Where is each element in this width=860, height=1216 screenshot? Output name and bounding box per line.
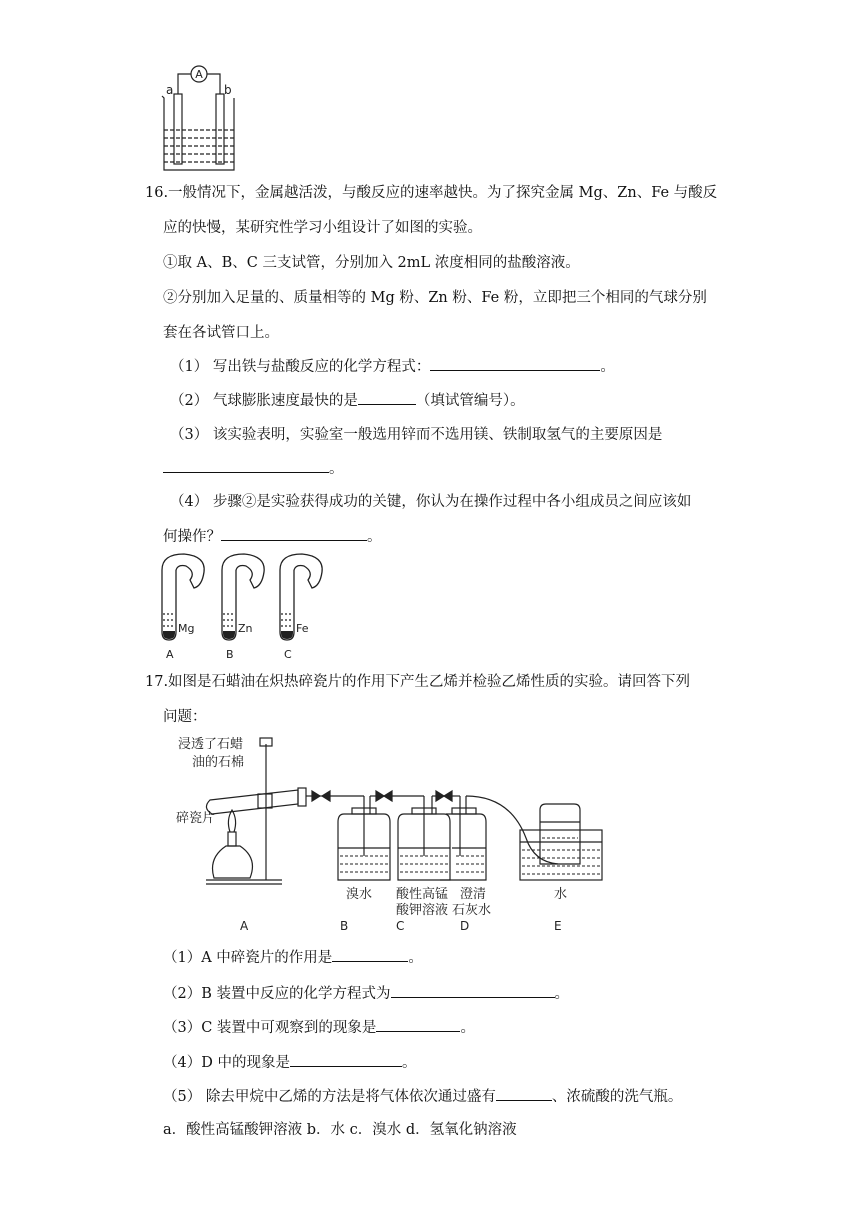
q16-sub-2-text: （2） 气球膨胀速度最快的是 [170,393,358,409]
tube-a-metal: Mg [178,622,195,635]
tube-c-letter: C [284,648,292,661]
q17-sub-4 [163,1052,416,1073]
label-kmno4-line-2: 酸钾溶液 [396,903,449,918]
label-asbestos-line-1: 浸透了石蜡 [178,737,244,752]
apparatus-letter-e: E [554,919,562,933]
answer-blank[interactable] [332,947,408,962]
label-porcelain: 碎瓷片 [176,811,216,826]
tube-b-letter: B [226,648,234,661]
q17-sub-1-end: 。 [408,950,423,966]
electrode-label-b: b [224,83,232,97]
q17-sub-3 [163,1017,475,1038]
answer-blank[interactable] [496,1086,552,1101]
tube-c-metal: Fe [296,622,309,635]
apparatus-letter-a: A [240,919,249,933]
galvanic-cell-figure [158,58,230,176]
answer-blank[interactable] [376,1017,460,1032]
answer-blank[interactable] [221,526,367,541]
q16-sub-1-text: （1） 写出铁与盐酸反应的化学方程式： [170,359,431,375]
q17-sub-3-text: （3）C 装置中可观察到的现象是 [163,1020,377,1036]
q16-step-2-line-2: 套在各试管口上。 [163,325,279,341]
q16-sub-4-text: 何操作？ [163,529,221,545]
q17-sub-2-end: 。 [554,986,569,1002]
label-limewater-line-1: 澄清 [460,887,487,902]
q16-sub-1-end: 。 [600,359,615,375]
q17-stem-line-1: 17.如图是石蜡油在炽热碎瓷片的作用下产生乙烯并检验乙烯性质的实验。请回答下列 [145,674,691,690]
answer-blank[interactable] [391,983,555,998]
q17-sub-5-end: 、浓硫酸的洗气瓶。 [551,1089,683,1105]
q16-sub-4-line-1: （4） 步骤②是实验获得成功的关键，你认为在操作过程中各小组成员之间应该如 [170,494,692,510]
q16-sub-3: （3） 该实验表明，实验室一般选用锌而不选用镁、铁制取氢气的主要原因是 [170,427,663,443]
label-asbestos-line-2: 油的石棉 [192,755,245,770]
test-tubes-figure [156,552,336,664]
q16-sub-4-end: 。 [367,529,382,545]
label-limewater-line-2: 石灰水 [452,903,492,918]
q17-sub-2 [163,983,569,1004]
q16-sub-2-end: （填试管编号）。 [415,393,525,409]
answer-blank[interactable] [290,1052,402,1067]
q16-stem-line-2: 应的快慢，某研究性学习小组设计了如图的实验。 [163,220,482,236]
q17-sub-5-text: （5） 除去甲烷中乙烯的方法是将气体依次通过盛有 [163,1089,496,1105]
apparatus-letter-c: C [396,919,405,933]
q17-sub-2-text: （2）B 装置中反应的化学方程式为 [163,986,391,1002]
q16-step-1: ①取 A、B、C 三支试管，分别加入 2mL 浓度相同的盐酸溶液。 [163,255,580,271]
q17-sub-1-text: （1）A 中碎瓷片的作用是 [163,950,333,966]
q17-sub-4-text: （4）D 中的现象是 [163,1055,290,1071]
q16-sub-3-end: 。 [329,461,344,477]
q16-sub-2 [170,390,525,411]
ammeter-label: A [195,68,203,81]
label-kmno4-line-1: 酸性高锰 [396,887,449,902]
q17-sub-5 [163,1086,682,1107]
q16-sub-1 [170,356,615,377]
tube-a-letter: A [166,648,174,661]
tube-b-metal: Zn [238,622,253,635]
answer-blank[interactable] [358,390,416,405]
q17-sub-4-end: 。 [401,1055,417,1071]
q17-options: a．酸性高锰酸钾溶液 b．水 c．溴水 d．氢氧化钠溶液 [163,1122,517,1138]
q16-stem-line-1: 16.一般情况下，金属越活泼，与酸反应的速率越快。为了探究金属 Mg、Zn、Fe 与酸反 [145,185,718,201]
answer-blank[interactable] [163,458,329,473]
q17-sub-3-end: 。 [460,1020,475,1036]
q16-sub-4-line-2 [163,526,382,547]
q17-stem-line-2: 问题： [163,709,207,725]
electrode-label-a: a [166,83,174,97]
answer-blank[interactable] [430,356,600,371]
q16-sub-3-answer [163,458,344,479]
apparatus-letter-b: B [340,919,349,933]
apparatus-letter-d: D [460,919,470,933]
ethylene-apparatus-figure [170,734,610,934]
q16-step-2-line-1: ②分别加入足量的、质量相等的 Mg 粉、Zn 粉、Fe 粉，立即把三个相同的气球分别 [163,290,707,306]
q17-sub-1 [163,947,423,968]
label-water: 水 [554,887,568,902]
label-bromine-water: 溴水 [346,887,373,902]
